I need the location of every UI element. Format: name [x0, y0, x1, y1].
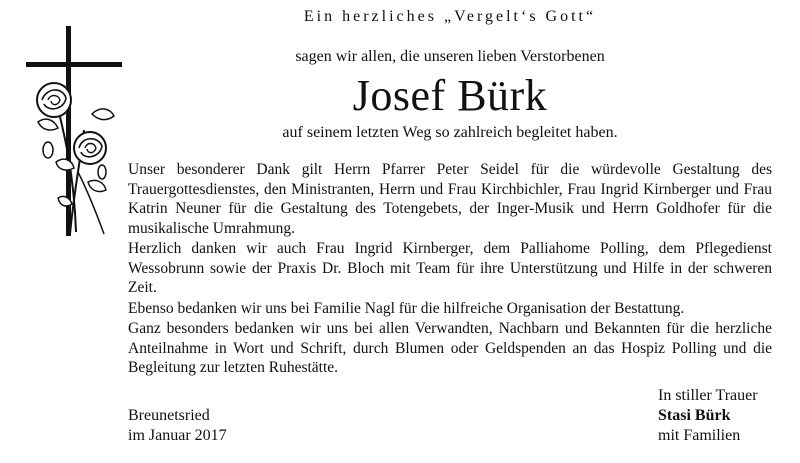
paragraph: Unser besonderer Dank gilt Herrn Pfarrer Peter Seidel für die würdevolle Gestaltung des Trauergottesdienstes, den Ministranten, Herrn und Frau Kirchbichler, Frau Ingrid Kirnberger und Frau Katrin Neuner für die Gestaltung des Totengebets, der Inger-Musik und Herrn Goldhofer für die musikalische Umrahmung. [128, 161, 772, 237]
deceased-name: Josef Bürk [352, 71, 548, 120]
date: im Januar 2017 [128, 427, 227, 444]
signature-name: Stasi Bürk [658, 407, 731, 424]
intro-line: sagen wir allen, die unseren lieben Verstorbenen [295, 48, 605, 65]
paragraph: Ganz besonders bedanken wir uns bei allen Verwandten, Nachbarn und Bekannten für die herzliche Anteilnahme in Wort und Schrift, durch Blumen oder Geldspenden an das Hospiz Polling und die Begleitung zur letzten Ruhestätte. [128, 320, 772, 376]
paragraph: Ebenso bedanken wir uns bei Familie Nagl für die hilfreiche Organisation der Bestattung. [128, 299, 685, 317]
thanks-heading: Ein herzliches „Vergelt‘s Gott“ [303, 8, 597, 25]
outro-line: auf seinem letzten Weg so zahlreich begleitet haben. [282, 124, 618, 141]
place: Breunetsried [128, 407, 210, 424]
signature-line: mit Familien [658, 427, 741, 444]
place-date [128, 406, 227, 446]
cross-with-roses-icon [18, 22, 138, 242]
signature [658, 386, 758, 446]
thanks-body [128, 160, 772, 379]
signature-line: In stiller Trauer [658, 387, 758, 404]
paragraph: Herzlich danken wir auch Frau Ingrid Kirnberger, dem Palliahome Polling, dem Pflegedienst Wessobrunn sowie der Praxis Dr. Bloch mit Team für ihre Unterstützung und Hilfe in der schweren Zeit. [128, 240, 772, 296]
